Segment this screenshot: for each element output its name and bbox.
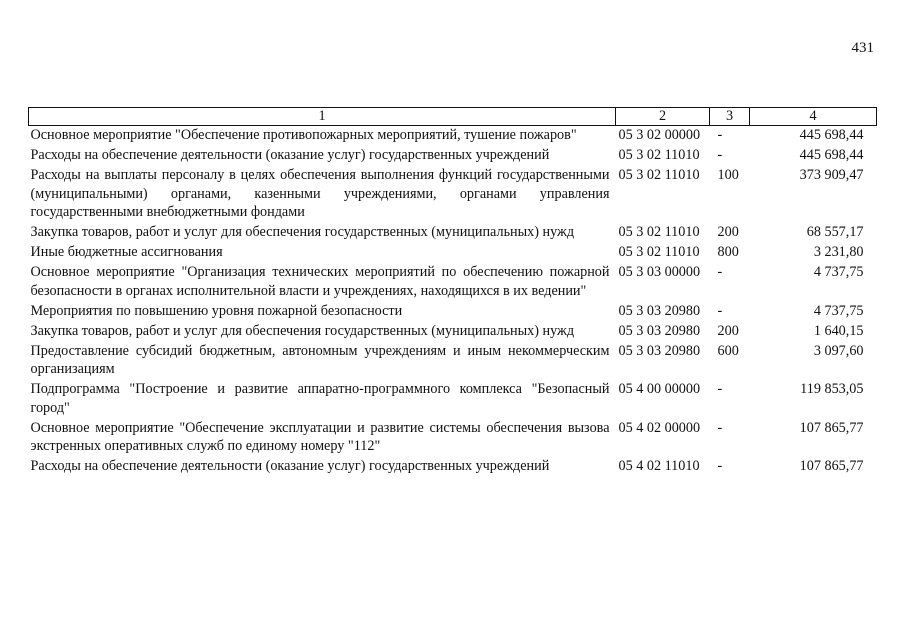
row-description: Основное мероприятие "Организация технических мероприятий по обеспечению пожарной безопасности в органах исполнительной власти и учреждениях, находящихся в их ведении" (30, 264, 610, 299)
row-amount: 445 698,44 (799, 147, 864, 163)
row-description: Основное мероприятие "Обеспечение эксплуатации и развитие системы обеспечения вызова экстренных оперативных служб по единому номеру "112" (30, 419, 610, 454)
row-type: - (717, 127, 723, 143)
table-row (29, 457, 877, 477)
row-amount: 4 737,75 (813, 302, 864, 319)
row-description: Подпрограмма "Построение и развитие аппаратно-программного комплекса "Безопасный город" (30, 381, 610, 416)
row-description: Иные бюджетные ассигнования (30, 244, 223, 260)
table-row (29, 243, 877, 263)
row-type: - (717, 264, 723, 280)
row-type: - (717, 302, 723, 319)
page-number: 431 (851, 40, 874, 56)
row-type: - (717, 458, 723, 474)
table-row (29, 263, 877, 302)
row-amount: 1 640,15 (813, 322, 864, 339)
table-row (29, 342, 877, 381)
row-description: Закупка товаров, работ и услуг для обеспечения государственных (муниципальных) нужд (30, 322, 575, 339)
row-description: Предоставление субсидий бюджетным, автономным учреждениям и иным некоммерческим организациям (30, 342, 610, 377)
row-amount: 3 097,60 (813, 342, 864, 359)
table-row (29, 419, 877, 458)
budget-table (28, 107, 877, 477)
row-type: 100 (717, 167, 739, 183)
table-row (29, 126, 877, 147)
row-amount: 68 557,17 (806, 224, 864, 240)
row-type: - (717, 381, 723, 397)
column-header-description: 1 (29, 108, 616, 126)
row-description: Закупка товаров, работ и услуг для обеспечения государственных (муниципальных) нужд (30, 224, 575, 240)
row-description: Расходы на выплаты персоналу в целях обеспечения выполнения функций государственными (муниципальными) органами, казенными учреждениями, органами управления государственными внебюджетными фондами (30, 167, 610, 220)
row-type: - (717, 419, 723, 436)
column-header-amount: 4 (750, 108, 877, 126)
row-amount: 4 737,75 (813, 264, 864, 280)
row-code: 05 3 03 00000 (618, 264, 701, 280)
column-header-type: 3 (710, 108, 750, 126)
row-code: 05 3 02 00000 (618, 127, 701, 143)
table-row (29, 322, 877, 342)
row-code: 05 3 02 11010 (618, 244, 700, 260)
row-amount: 107 865,77 (799, 458, 864, 474)
row-code: 05 3 02 11010 (618, 224, 700, 240)
row-code: 05 3 02 11010 (618, 167, 700, 183)
table-row (29, 223, 877, 243)
table-header-row (29, 108, 877, 126)
row-code: 05 4 02 11010 (618, 458, 700, 474)
row-type: 200 (717, 224, 739, 240)
row-description: Основное мероприятие "Обеспечение противопожарных мероприятий, тушение пожаров" (30, 127, 577, 143)
table-row (29, 166, 877, 223)
row-code: 05 3 03 20980 (618, 322, 701, 339)
row-type: 600 (717, 342, 739, 359)
row-code: 05 4 02 00000 (618, 419, 701, 436)
column-header-code: 2 (616, 108, 710, 126)
row-type: - (717, 147, 723, 163)
row-type: 800 (717, 244, 739, 260)
row-amount: 119 853,05 (800, 381, 864, 397)
row-code: 05 3 03 20980 (618, 302, 701, 319)
row-description: Мероприятия по повышению уровня пожарной безопасности (30, 302, 403, 319)
row-amount: 373 909,47 (799, 167, 864, 183)
table-row (29, 380, 877, 419)
row-amount: 445 698,44 (799, 127, 864, 143)
row-code: 05 3 03 20980 (618, 342, 701, 359)
table-row (29, 302, 877, 322)
row-amount: 3 231,80 (813, 244, 864, 260)
row-description: Расходы на обеспечение деятельности (оказание услуг) государственных учреждений (30, 458, 550, 474)
row-type: 200 (717, 322, 739, 339)
row-code: 05 3 02 11010 (618, 147, 700, 163)
table-row (29, 146, 877, 166)
row-code: 05 4 00 00000 (618, 381, 701, 397)
row-description: Расходы на обеспечение деятельности (оказание услуг) государственных учреждений (30, 147, 550, 163)
row-amount: 107 865,77 (799, 419, 864, 436)
